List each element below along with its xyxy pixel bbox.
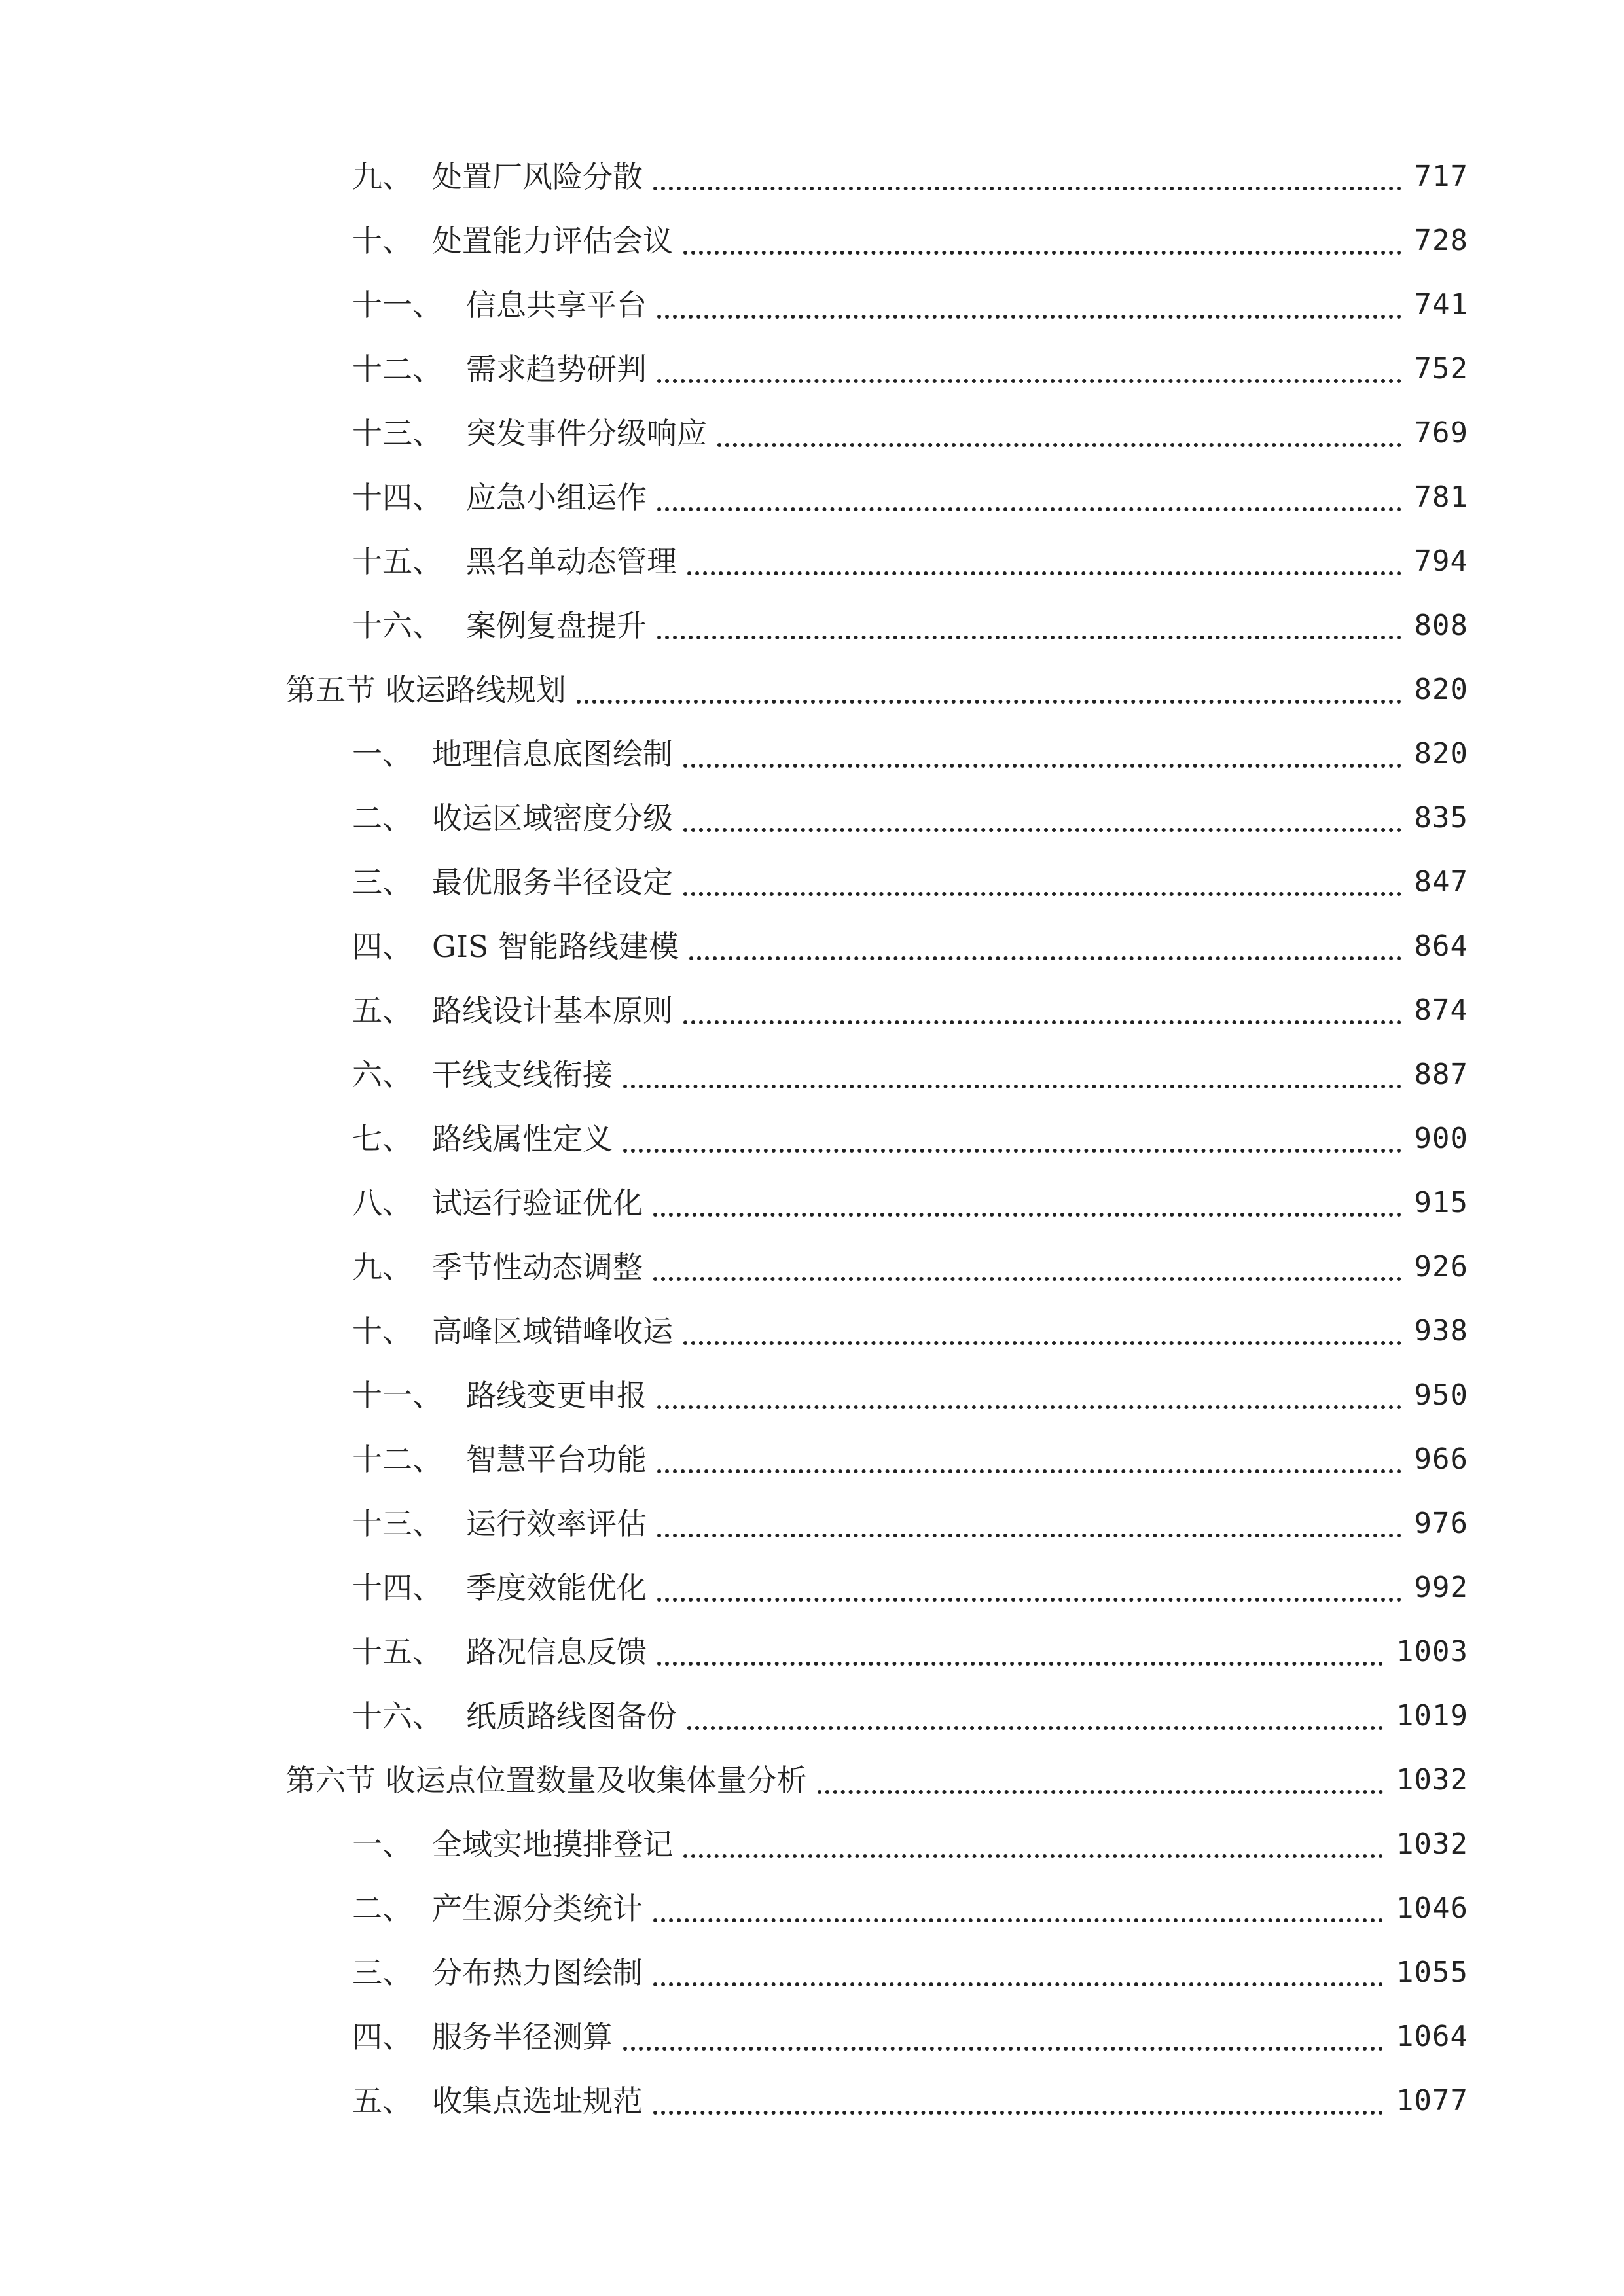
toc-entry-number: 十五、 [352, 544, 442, 579]
dot-leader [683, 1337, 1401, 1345]
toc-entry[interactable] [0, 914, 1624, 978]
toc-entry-number: 八、 [352, 1185, 412, 1221]
toc-entry-title: 处置能力评估会议 [432, 223, 673, 259]
toc-entry-page: 874 [1414, 994, 1468, 1027]
toc-entry-title: 季度效能优化 [466, 1570, 647, 1605]
toc-entry-number: 三、 [352, 865, 412, 900]
toc-entry[interactable] [0, 1941, 1624, 2005]
toc-entry-page: 820 [1414, 737, 1468, 770]
toc-entry-title: 需求趋势研判 [466, 351, 647, 387]
dot-leader [653, 1979, 1383, 1986]
toc-entry-title: 黑名单动态管理 [466, 544, 677, 579]
toc-entry-title: 路线属性定义 [432, 1121, 613, 1157]
toc-entry[interactable] [0, 1620, 1624, 1684]
toc-entry-page: 887 [1414, 1058, 1468, 1091]
toc-entry-page: 835 [1414, 801, 1468, 834]
dot-leader [623, 1081, 1401, 1088]
toc-entry-page: 808 [1414, 609, 1468, 642]
toc-entry-number: 五、 [352, 993, 412, 1028]
toc-entry-number: 十六、 [352, 1698, 442, 1734]
toc-entry-title: 处置厂风险分散 [432, 159, 643, 194]
toc-entry-number: 九、 [352, 1249, 412, 1285]
toc-entry-number: 六、 [352, 1057, 412, 1092]
toc-entry[interactable] [0, 337, 1624, 401]
toc-entry-page: 926 [1414, 1250, 1468, 1283]
toc-entry-page: 966 [1414, 1443, 1468, 1476]
toc-entry[interactable] [0, 1107, 1624, 1171]
toc-entry[interactable] [0, 978, 1624, 1043]
toc-entry-number: 二、 [352, 1891, 412, 1926]
toc-entry-title: 高峰区域错峰收运 [432, 1314, 673, 1349]
dot-leader [653, 1914, 1383, 1922]
toc-entry[interactable] [0, 1876, 1624, 1941]
toc-entry-number: 十三、 [352, 1506, 442, 1541]
toc-section-title: 第六节 收运点位置数量及收集体量分析 [285, 1763, 807, 1798]
toc-entry-title: 运行效率评估 [466, 1506, 647, 1541]
toc-entry-number: 十二、 [352, 351, 442, 387]
toc-entry-page: 769 [1414, 416, 1468, 450]
toc-entry-title: 分布热力图绘制 [432, 1955, 643, 1990]
toc-entry-number: 十二、 [352, 1442, 442, 1477]
toc-entry-title: 收集点选址规范 [432, 2083, 643, 2119]
dot-leader [687, 567, 1401, 575]
toc-entry-page: 976 [1414, 1507, 1468, 1540]
dot-leader [653, 2107, 1383, 2115]
toc-entry-page: 864 [1414, 929, 1468, 963]
toc-entry-title: 路线变更申报 [466, 1378, 647, 1413]
toc-entry[interactable] [0, 145, 1624, 209]
dot-leader [657, 1401, 1401, 1409]
toc-entry-page: 1032 [1396, 1763, 1468, 1797]
dot-leader [657, 632, 1401, 639]
dot-leader [653, 1209, 1401, 1217]
toc-entry-number: 三、 [352, 1955, 412, 1990]
toc-entry-title: 案例复盘提升 [466, 608, 647, 643]
toc-entry-number: 四、 [352, 929, 412, 964]
toc-entry[interactable] [0, 401, 1624, 465]
dot-leader [683, 247, 1401, 255]
dot-leader [657, 1658, 1383, 1666]
toc-section-entry[interactable] [0, 658, 1624, 722]
toc-entry-title: 最优服务半径设定 [432, 865, 673, 900]
dot-leader [657, 375, 1401, 383]
toc-entry-page: 938 [1414, 1314, 1468, 1348]
toc-entry-number: 一、 [352, 736, 412, 772]
toc-entry[interactable] [0, 273, 1624, 337]
toc-entry[interactable] [0, 1171, 1624, 1235]
toc-entry-page: 1032 [1396, 1827, 1468, 1861]
toc-entry[interactable] [0, 1556, 1624, 1620]
toc-entry-page: 1077 [1396, 2084, 1468, 2117]
toc-entry-number: 一、 [352, 1827, 412, 1862]
toc-entry[interactable] [0, 1684, 1624, 1748]
toc-entry[interactable] [0, 465, 1624, 529]
toc-entry-number: 十、 [352, 1314, 412, 1349]
dot-leader [683, 1850, 1383, 1858]
dot-leader [689, 952, 1401, 960]
toc-entry-number: 七、 [352, 1121, 412, 1157]
dot-leader [623, 2043, 1383, 2051]
toc-entry-page: 1019 [1396, 1699, 1468, 1732]
toc-entry-page: 820 [1414, 673, 1468, 706]
toc-entry-title: 全域实地摸排登记 [432, 1827, 673, 1862]
toc-section-entry[interactable] [0, 1748, 1624, 1812]
toc-entry[interactable] [0, 1363, 1624, 1427]
toc-entry-page: 741 [1414, 288, 1468, 321]
toc-entry-number: 二、 [352, 800, 412, 836]
toc-entry-page: 1055 [1396, 1956, 1468, 1989]
toc-entry-page: 847 [1414, 865, 1468, 899]
dot-leader [657, 1465, 1401, 1473]
toc-entry-title: 应急小组运作 [466, 480, 647, 515]
toc-section-title: 第五节 收运路线规划 [285, 672, 566, 708]
toc-entry-page: 794 [1414, 545, 1468, 578]
dot-leader [657, 503, 1401, 511]
toc-entry-number: 十四、 [352, 480, 442, 515]
dot-leader [683, 888, 1401, 896]
dot-leader [818, 1786, 1383, 1794]
toc-entry-title: 地理信息底图绘制 [432, 736, 673, 772]
toc-entry-title: 突发事件分级响应 [466, 416, 707, 451]
toc-entry[interactable] [0, 529, 1624, 594]
toc-entry-number: 十一、 [352, 287, 442, 323]
toc-entry-number: 九、 [352, 159, 412, 194]
toc-entry-number: 十一、 [352, 1378, 442, 1413]
dot-leader [657, 1594, 1401, 1602]
dot-leader [687, 1722, 1383, 1730]
toc-entry-page: 781 [1414, 480, 1468, 514]
toc-entry-number: 四、 [352, 2019, 412, 2054]
toc-entry-title: 路线设计基本原则 [432, 993, 673, 1028]
dot-leader [623, 1145, 1401, 1153]
toc-entry[interactable] [0, 209, 1624, 273]
dot-leader [653, 1273, 1401, 1281]
toc-entry[interactable] [0, 1812, 1624, 1876]
toc-entry-title: 产生源分类统计 [432, 1891, 643, 1926]
dot-leader [657, 1530, 1401, 1537]
toc-entry-number: 十、 [352, 223, 412, 259]
toc-entry-page: 950 [1414, 1378, 1468, 1412]
toc-entry-title: 纸质路线图备份 [466, 1698, 677, 1734]
toc-entry[interactable] [0, 2005, 1624, 2069]
toc-entry-number: 十四、 [352, 1570, 442, 1605]
toc-entry-number: 十三、 [352, 416, 442, 451]
dot-leader [683, 824, 1401, 832]
toc-entry-page: 752 [1414, 352, 1468, 386]
toc-entry-title: 信息共享平台 [466, 287, 647, 323]
toc-entry-title: GIS 智能路线建模 [432, 929, 679, 964]
dot-leader [657, 311, 1401, 319]
toc-entry-page: 915 [1414, 1186, 1468, 1219]
toc-entry[interactable] [0, 1043, 1624, 1107]
dot-leader [653, 183, 1401, 190]
toc-entry-title: 试运行验证优化 [432, 1185, 643, 1221]
toc-entry-title: 智慧平台功能 [466, 1442, 647, 1477]
toc-entry[interactable] [0, 1235, 1624, 1299]
toc-entry-page: 1003 [1396, 1635, 1468, 1668]
dot-leader [577, 696, 1401, 704]
dot-leader [683, 760, 1401, 768]
toc-entry[interactable] [0, 1299, 1624, 1363]
toc-entry-title: 干线支线衔接 [432, 1057, 613, 1092]
dot-leader [717, 439, 1401, 447]
toc-entry[interactable] [0, 594, 1624, 658]
toc-entry-number: 十六、 [352, 608, 442, 643]
toc-entry-page: 728 [1414, 224, 1468, 257]
toc-entry-number: 十五、 [352, 1634, 442, 1670]
toc-entry-page: 992 [1414, 1571, 1468, 1604]
toc-entry[interactable] [0, 2069, 1624, 2133]
toc-entry[interactable] [0, 722, 1624, 786]
toc-entry-title: 收运区域密度分级 [432, 800, 673, 836]
table-of-contents [0, 145, 1624, 2133]
dot-leader [683, 1016, 1401, 1024]
toc-entry-title: 季节性动态调整 [432, 1249, 643, 1285]
toc-entry[interactable] [0, 850, 1624, 914]
toc-entry-title: 路况信息反馈 [466, 1634, 647, 1670]
toc-entry[interactable] [0, 1492, 1624, 1556]
toc-entry-page: 1046 [1396, 1892, 1468, 1925]
toc-entry-page: 900 [1414, 1122, 1468, 1155]
toc-entry-title: 服务半径测算 [432, 2019, 613, 2054]
toc-entry-page: 717 [1414, 160, 1468, 193]
toc-entry-number: 五、 [352, 2083, 412, 2119]
toc-entry[interactable] [0, 786, 1624, 850]
toc-entry-page: 1064 [1396, 2020, 1468, 2053]
toc-entry[interactable] [0, 1427, 1624, 1492]
